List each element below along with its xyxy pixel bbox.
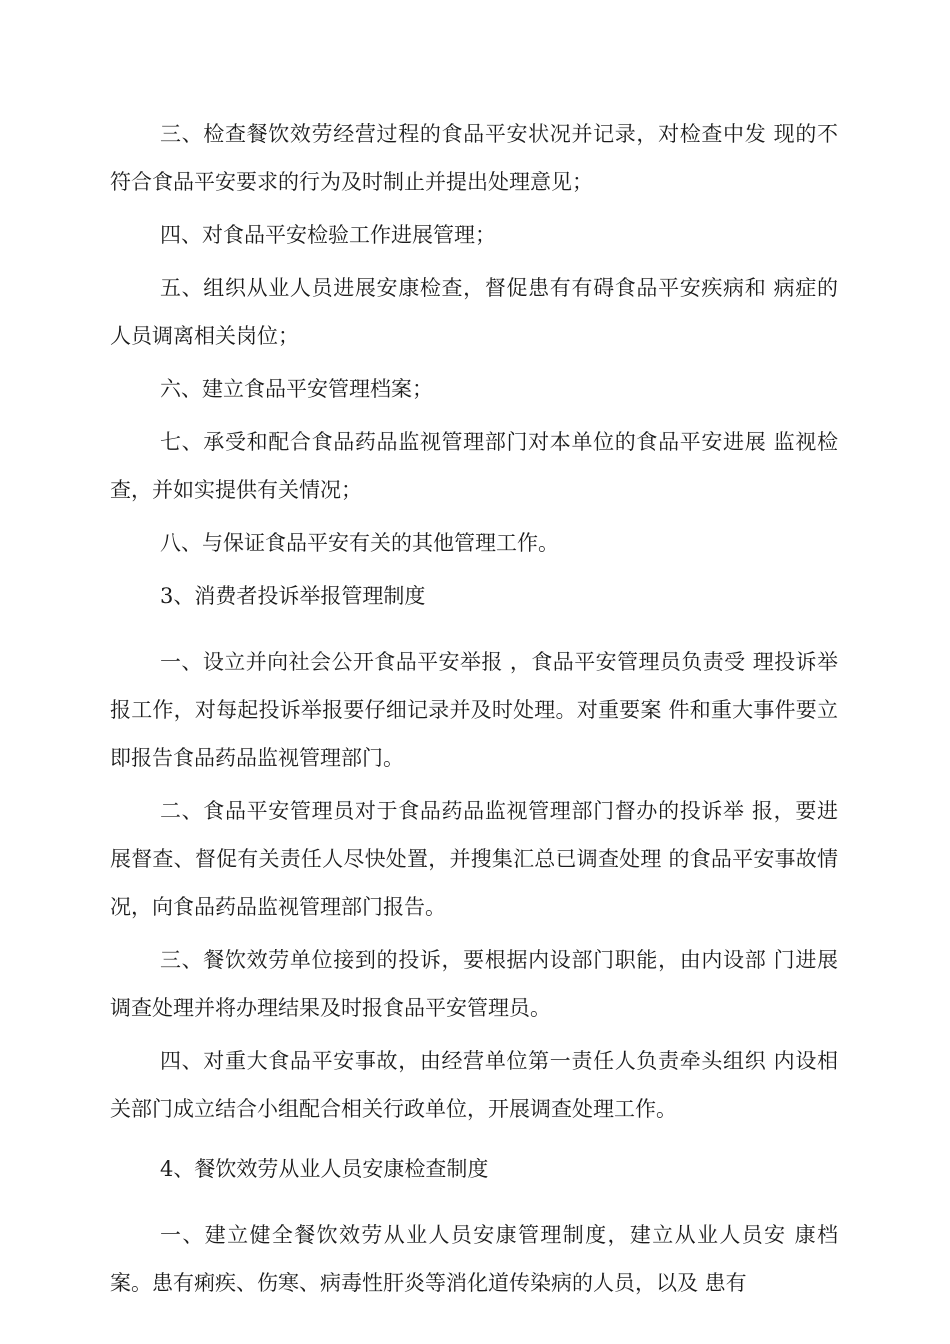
section-heading-complaints: 3、消费者投诉举报管理制度 — [160, 584, 426, 608]
health-check-paragraph-1: 一、建立健全餐饮效劳从业人员安康管理制度，建立从业人员安 康档案。患有痢疾、伤寒、病毒性肝炎等消化道传染病的人员，以及 患有 — [110, 1223, 838, 1295]
paragraph-item-5: 五、组织从业人员进展安康检查，督促患有有碍食品平安疾病和 病症的人员调离相关岗位； — [110, 276, 838, 348]
paragraph-item-7: 七、承受和配合食品药品监视管理部门对本单位的食品平安进展 监视检查，并如实提供有关情况； — [110, 430, 838, 502]
paragraph-item-3: 三、检查餐饮效劳经营过程的食品平安状况并记录，对检查中发 现的不符合食品平安要求的行为及时制止并提出处理意见； — [110, 122, 838, 194]
complaint-paragraph-4: 四、对重大食品平安事故，由经营单位第一责任人负责牵头组织 内设相关部门成立结合小组配合相关行政单位，开展调查处理工作。 — [110, 1049, 838, 1121]
paragraph-item-8: 八、与保证食品平安有关的其他管理工作。 — [160, 531, 559, 555]
paragraph-item-6: 六、建立食品平安管理档案； — [160, 377, 433, 401]
section-heading-health-check: 4、餐饮效劳从业人员安康检查制度 — [160, 1157, 489, 1181]
document-body — [110, 110, 838, 1307]
paragraph-item-4: 四、对食品平安检验工作进展管理； — [160, 223, 496, 247]
complaint-paragraph-1: 一、设立并向社会公开食品平安举报 ，食品平安管理员负责受 理投诉举报工作，对每起投诉举报要仔细记录并及时处理。对重要案 件和重大事件要立即报告食品药品监视管理部门。 — [110, 650, 838, 770]
complaint-paragraph-3: 三、餐饮效劳单位接到的投诉，要根据内设部门职能，由内设部 门进展调查处理并将办理结果及时报食品平安管理员。 — [110, 948, 838, 1020]
complaint-paragraph-2: 二、食品平安管理员对于食品药品监视管理部门督办的投诉举 报，要进展督查、督促有关责任人尽快处置，并搜集汇总已调查处理 的食品平安事故情况，向食品药品监视管理部门报告。 — [110, 799, 838, 919]
